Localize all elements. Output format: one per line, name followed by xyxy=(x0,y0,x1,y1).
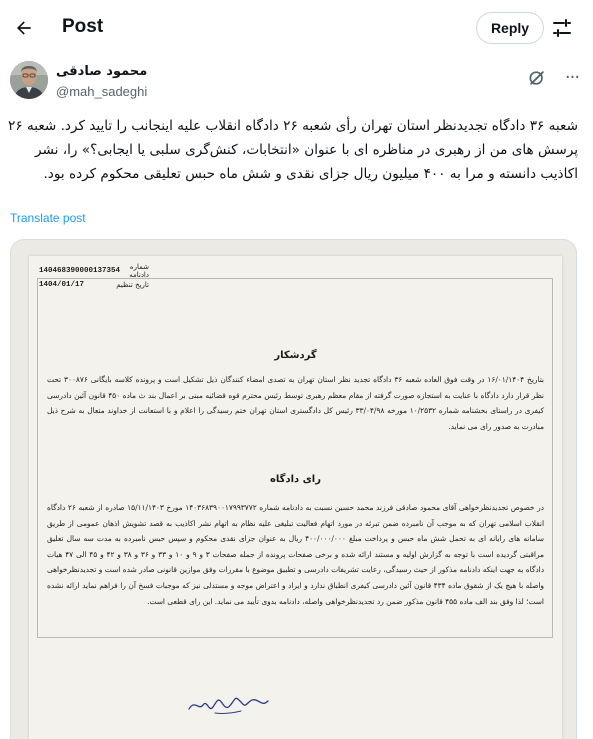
issue-date-label: تاریخ تنظیم xyxy=(116,281,149,289)
sliders-icon[interactable] xyxy=(550,16,574,40)
document-heading-proceedings: گردشکار xyxy=(274,350,317,361)
more-options-icon[interactable]: ··· xyxy=(564,66,580,88)
court-document xyxy=(29,256,562,739)
document-meta xyxy=(39,264,149,292)
issue-date: 1404/01/17 xyxy=(39,281,85,289)
document-heading-verdict: رای دادگاه xyxy=(270,474,321,485)
grok-icon[interactable] xyxy=(527,68,547,88)
top-bar xyxy=(0,0,593,56)
arrow-left-icon xyxy=(14,18,34,38)
reply-button[interactable]: Reply xyxy=(476,12,544,44)
page-title: Post xyxy=(62,16,104,37)
tweet-image[interactable] xyxy=(10,239,577,739)
signature xyxy=(185,693,275,717)
decree-number-label: شماره دادنامه xyxy=(129,263,149,279)
document-paragraph-proceedings: بتاریخ ۱۶/۰۱/۱۴۰۴ در وقت فوق العاده شعبه ۳۶ دادگاه تجدید نظر استان تهران به تصدی امضاء کنندگان ذیل تشکیل است و پرونده کلاسه بایگانی ۳۰۰۸۷۶ تحت نظر قرار دارد دادگاه با عنایت به استجازه صورت گرفته از مقام معظم رهبری توسط رئیس محترم قوه قضائیه مبنی بر اعمال بند ث ماده ۴۵۰ قانون آئین دادرسی کیفری در راستای بخشنامه شماره ۱۰/۲۵۳۲ مورخه ۳۳/۰۴/۹۸ رئیس کل دادگستری استان تهران ختم رسیدگی را اعلام و با استعانت از خداوند متعال به شرح ذیل مبادرت به صدور رای می نماید. xyxy=(47,375,544,431)
author-handle[interactable]: @mah_sadeghi xyxy=(56,84,148,99)
avatar[interactable] xyxy=(10,61,48,99)
translate-post-link[interactable]: Translate post xyxy=(10,211,86,225)
back-button[interactable] xyxy=(8,12,40,44)
tweet-text: شعبه ۳۶ دادگاه تجدیدنظر استان تهران رأی شعبه ۲۶ دادگاه انقلاب علیه اینجانب را تایید کرد. شعبه ۲۶ پرسش های من از رهبری در مناظره ای با عنوان «انتخابات، کنش‌گری سلبی یا ایجابی؟» را، نشر اکاذیب دانسته و مرا به ۴۰۰ میلیون ریال جزای نقدی و شش ماه حبس تعلیقی محکوم کرده بود. xyxy=(8,118,578,182)
document-paragraph-verdict: در خصوص تجدیدنظرخواهی آقای محمود صادقی فرزند محمد حسین نسبت به دادنامه شماره ۱۴۰۳۶۸۳۹۰۰۱۷۹۹۳۷۷۲ مورخ ۱۵/۱۱/۱۴۰۳ صادره از شعبه ۲۶ دادگاه انقلاب اسلامی تهران که به موجب آن نامبرده ضمن تبرئه در مورد اتهام فعالیت تبلیغی علیه نظام به اتهام نشر اکاذیب به قصد تشویش اذهان عمومی از طریق سامانه های رایانه ای به تحمل شش ماه حبس و پرداخت مبلغ ۴۰۰/۰۰۰/۰۰۰ ریال به عنوان جزای نقدی محکوم و سپس حبس نامبرده به مدت سه سال تعلیق مراقبتی گردیده است با توجه به گزارش اولیه و مستند ارائه شده و برخی صفحات پرونده از جمله صفحات ۳ و ۹ و ۱۰ و ۳۳ و ۳۶ و ۳۸ و ۴۲ و ۴۵ الی ۴۷ هیات دادگاه به جهت اینکه دادنامه مذکور از حیث رسیدگی، رعایت تشریفات دادرسی و تطبیق موضوع با مقررات وفق موازین قانونی صادر شده است و تجدیدنظرخواهی واصله با هیچ یک از شقوق ماده ۴۳۴ قانون آئین دادرسی کیفری انطباق ندارد و ایراد و اعتراض موجه و مستدلی نیز که موجبات فسخ آن را فراهم نماید ارائه نشده است؛ لذا وفق بند الف ماده ۴۵۵ قانون مذکور ضمن رد تجدیدنظرخواهی واصله، دادنامه بدوی تأیید می نماید. این رای قطعی است. xyxy=(47,503,545,606)
author-name[interactable]: محمود صادقی xyxy=(56,64,148,79)
decree-number: 140468390000137354 xyxy=(39,267,121,275)
